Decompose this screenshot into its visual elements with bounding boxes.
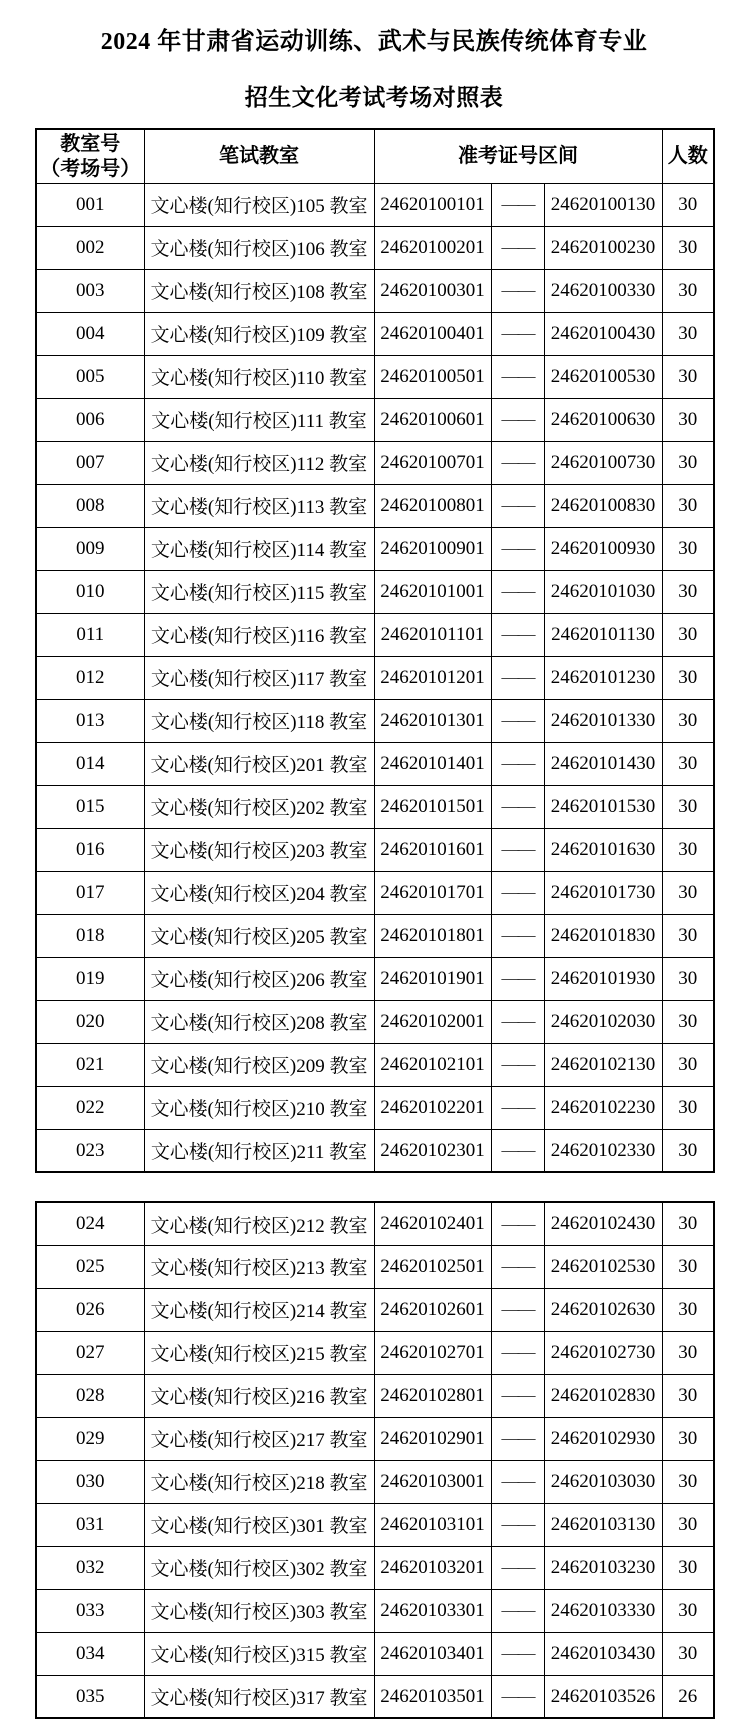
count-cell: 30 — [662, 957, 714, 1000]
room-number-cell: 035 — [36, 1675, 144, 1718]
classroom-cell: 文心楼(知行校区)116 教室 — [144, 613, 374, 656]
range-dash-cell: —— — [491, 914, 544, 957]
range-dash-cell: —— — [491, 355, 544, 398]
room-number-cell: 011 — [36, 613, 144, 656]
count-cell: 30 — [662, 183, 714, 226]
count-cell: 30 — [662, 398, 714, 441]
table-row — [36, 785, 714, 828]
page-title-line1: 2024 年甘肃省运动训练、武术与民族传统体育专业 — [100, 29, 648, 55]
count-cell: 30 — [662, 484, 714, 527]
exam-room-table-section-1 — [35, 128, 715, 1173]
ticket-start-cell: 24620100701 — [374, 441, 491, 484]
count-cell: 30 — [662, 785, 714, 828]
ticket-end-cell: 24620101130 — [544, 613, 662, 656]
count-cell: 30 — [662, 1129, 714, 1172]
room-number-cell: 025 — [36, 1245, 144, 1288]
table-row — [36, 914, 714, 957]
count-cell: 26 — [662, 1675, 714, 1718]
table-header-row — [36, 129, 714, 183]
room-number-cell: 015 — [36, 785, 144, 828]
col-header-classroom: 笔试教室 — [144, 129, 374, 183]
room-number-cell: 014 — [36, 742, 144, 785]
room-number-cell: 023 — [36, 1129, 144, 1172]
ticket-end-cell: 24620100830 — [544, 484, 662, 527]
ticket-start-cell: 24620102401 — [374, 1202, 491, 1245]
room-number-cell: 028 — [36, 1374, 144, 1417]
ticket-end-cell: 24620102030 — [544, 1000, 662, 1043]
table-row — [36, 1589, 714, 1632]
classroom-cell: 文心楼(知行校区)115 教室 — [144, 570, 374, 613]
ticket-end-cell: 24620103230 — [544, 1546, 662, 1589]
room-number-cell: 006 — [36, 398, 144, 441]
count-cell: 30 — [662, 1589, 714, 1632]
classroom-cell: 文心楼(知行校区)301 教室 — [144, 1503, 374, 1546]
range-dash-cell: —— — [491, 1460, 544, 1503]
room-number-cell: 003 — [36, 269, 144, 312]
ticket-start-cell: 24620101301 — [374, 699, 491, 742]
col-header-count: 人数 — [662, 129, 714, 183]
room-number-cell: 032 — [36, 1546, 144, 1589]
range-dash-cell: —— — [491, 1503, 544, 1546]
ticket-end-cell: 24620100430 — [544, 312, 662, 355]
table-row — [36, 312, 714, 355]
ticket-start-cell: 24620102601 — [374, 1288, 491, 1331]
classroom-cell: 文心楼(知行校区)215 教室 — [144, 1331, 374, 1374]
ticket-start-cell: 24620101801 — [374, 914, 491, 957]
classroom-cell: 文心楼(知行校区)105 教室 — [144, 183, 374, 226]
count-cell: 30 — [662, 226, 714, 269]
room-number-cell: 008 — [36, 484, 144, 527]
document-header — [35, 0, 713, 111]
room-number-cell: 004 — [36, 312, 144, 355]
ticket-start-cell: 24620100301 — [374, 269, 491, 312]
classroom-cell: 文心楼(知行校区)213 教室 — [144, 1245, 374, 1288]
range-dash-cell: —— — [491, 484, 544, 527]
classroom-cell: 文心楼(知行校区)112 教室 — [144, 441, 374, 484]
table-row — [36, 957, 714, 1000]
table-row — [36, 484, 714, 527]
ticket-start-cell: 24620101901 — [374, 957, 491, 1000]
ticket-end-cell: 24620101530 — [544, 785, 662, 828]
classroom-cell: 文心楼(知行校区)118 教室 — [144, 699, 374, 742]
classroom-cell: 文心楼(知行校区)315 教室 — [144, 1632, 374, 1675]
table-row — [36, 269, 714, 312]
classroom-cell: 文心楼(知行校区)111 教室 — [144, 398, 374, 441]
table-row — [36, 1245, 714, 1288]
ticket-start-cell: 24620102201 — [374, 1086, 491, 1129]
ticket-end-cell: 24620100930 — [544, 527, 662, 570]
ticket-end-cell: 24620102630 — [544, 1288, 662, 1331]
range-dash-cell: —— — [491, 1632, 544, 1675]
ticket-end-cell: 24620101730 — [544, 871, 662, 914]
classroom-cell: 文心楼(知行校区)209 教室 — [144, 1043, 374, 1086]
classroom-cell: 文心楼(知行校区)205 教室 — [144, 914, 374, 957]
room-number-cell: 007 — [36, 441, 144, 484]
table-row — [36, 1043, 714, 1086]
ticket-end-cell: 24620100630 — [544, 398, 662, 441]
range-dash-cell: —— — [491, 1288, 544, 1331]
ticket-end-cell: 24620100530 — [544, 355, 662, 398]
count-cell: 30 — [662, 699, 714, 742]
count-cell: 30 — [662, 312, 714, 355]
room-number-cell: 030 — [36, 1460, 144, 1503]
room-number-cell: 019 — [36, 957, 144, 1000]
table-row — [36, 1546, 714, 1589]
count-cell: 30 — [662, 1374, 714, 1417]
ticket-start-cell: 24620102901 — [374, 1417, 491, 1460]
classroom-cell: 文心楼(知行校区)212 教室 — [144, 1202, 374, 1245]
table-row — [36, 570, 714, 613]
room-number-cell: 034 — [36, 1632, 144, 1675]
classroom-cell: 文心楼(知行校区)302 教室 — [144, 1546, 374, 1589]
ticket-start-cell: 24620103501 — [374, 1675, 491, 1718]
room-number-cell: 021 — [36, 1043, 144, 1086]
room-number-cell: 018 — [36, 914, 144, 957]
ticket-start-cell: 24620103101 — [374, 1503, 491, 1546]
count-cell: 30 — [662, 1460, 714, 1503]
table-row — [36, 1288, 714, 1331]
ticket-start-cell: 24620101501 — [374, 785, 491, 828]
table-row — [36, 1086, 714, 1129]
range-dash-cell: —— — [491, 957, 544, 1000]
classroom-cell: 文心楼(知行校区)108 教室 — [144, 269, 374, 312]
ticket-end-cell: 24620101330 — [544, 699, 662, 742]
ticket-end-cell: 24620103430 — [544, 1632, 662, 1675]
table-row — [36, 1374, 714, 1417]
ticket-start-cell: 24620103301 — [374, 1589, 491, 1632]
range-dash-cell: —— — [491, 312, 544, 355]
count-cell: 30 — [662, 441, 714, 484]
ticket-end-cell: 24620103030 — [544, 1460, 662, 1503]
ticket-start-cell: 24620101101 — [374, 613, 491, 656]
count-cell: 30 — [662, 1632, 714, 1675]
ticket-end-cell: 24620100130 — [544, 183, 662, 226]
page-title-line2: 招生文化考试考场对照表 — [244, 84, 504, 110]
range-dash-cell: —— — [491, 1086, 544, 1129]
room-number-cell: 033 — [36, 1589, 144, 1632]
count-cell: 30 — [662, 1000, 714, 1043]
count-cell: 30 — [662, 1546, 714, 1589]
range-dash-cell: —— — [491, 1546, 544, 1589]
ticket-start-cell: 24620103001 — [374, 1460, 491, 1503]
range-dash-cell: —— — [491, 183, 544, 226]
ticket-end-cell: 24620101230 — [544, 656, 662, 699]
classroom-cell: 文心楼(知行校区)218 教室 — [144, 1460, 374, 1503]
ticket-start-cell: 24620103401 — [374, 1632, 491, 1675]
count-cell: 30 — [662, 1288, 714, 1331]
count-cell: 30 — [662, 1503, 714, 1546]
ticket-start-cell: 24620100101 — [374, 183, 491, 226]
table-row — [36, 871, 714, 914]
count-cell: 30 — [662, 742, 714, 785]
range-dash-cell: —— — [491, 1000, 544, 1043]
range-dash-cell: —— — [491, 828, 544, 871]
ticket-end-cell: 24620101630 — [544, 828, 662, 871]
range-dash-cell: —— — [491, 226, 544, 269]
count-cell: 30 — [662, 1417, 714, 1460]
ticket-end-cell: 24620103330 — [544, 1589, 662, 1632]
range-dash-cell: —— — [491, 269, 544, 312]
ticket-end-cell: 24620101030 — [544, 570, 662, 613]
range-dash-cell: —— — [491, 1129, 544, 1172]
table-row — [36, 828, 714, 871]
classroom-cell: 文心楼(知行校区)109 教室 — [144, 312, 374, 355]
col-header-ticket-range: 准考证号区间 — [374, 129, 662, 183]
ticket-start-cell: 24620101601 — [374, 828, 491, 871]
ticket-end-cell: 24620100330 — [544, 269, 662, 312]
count-cell: 30 — [662, 355, 714, 398]
table-row — [36, 1129, 714, 1172]
ticket-start-cell: 24620103201 — [374, 1546, 491, 1589]
ticket-start-cell: 24620102801 — [374, 1374, 491, 1417]
classroom-cell: 文心楼(知行校区)203 教室 — [144, 828, 374, 871]
classroom-cell: 文心楼(知行校区)211 教室 — [144, 1129, 374, 1172]
table-row — [36, 441, 714, 484]
count-cell: 30 — [662, 269, 714, 312]
ticket-start-cell: 24620100201 — [374, 226, 491, 269]
range-dash-cell: —— — [491, 699, 544, 742]
ticket-start-cell: 24620100501 — [374, 355, 491, 398]
ticket-end-cell: 24620101830 — [544, 914, 662, 957]
count-cell: 30 — [662, 613, 714, 656]
classroom-cell: 文心楼(知行校区)117 教室 — [144, 656, 374, 699]
room-number-cell: 026 — [36, 1288, 144, 1331]
room-number-cell: 010 — [36, 570, 144, 613]
ticket-end-cell: 24620102130 — [544, 1043, 662, 1086]
range-dash-cell: —— — [491, 613, 544, 656]
table-row — [36, 1417, 714, 1460]
ticket-start-cell: 24620102301 — [374, 1129, 491, 1172]
ticket-start-cell: 24620100801 — [374, 484, 491, 527]
range-dash-cell: —— — [491, 1202, 544, 1245]
col-header-room-number-line2: （考场号） — [40, 157, 141, 180]
col-header-room-number — [36, 129, 144, 183]
table-row — [36, 1675, 714, 1718]
ticket-start-cell: 24620100401 — [374, 312, 491, 355]
room-number-cell: 027 — [36, 1331, 144, 1374]
room-number-cell: 029 — [36, 1417, 144, 1460]
range-dash-cell: —— — [491, 1675, 544, 1718]
table-row — [36, 527, 714, 570]
count-cell: 30 — [662, 871, 714, 914]
ticket-start-cell: 24620100901 — [374, 527, 491, 570]
ticket-end-cell: 24620100230 — [544, 226, 662, 269]
table-row — [36, 1503, 714, 1546]
ticket-start-cell: 24620102101 — [374, 1043, 491, 1086]
room-number-cell: 005 — [36, 355, 144, 398]
room-number-cell: 009 — [36, 527, 144, 570]
table-row — [36, 1331, 714, 1374]
range-dash-cell: —— — [491, 742, 544, 785]
range-dash-cell: —— — [491, 785, 544, 828]
ticket-start-cell: 24620101401 — [374, 742, 491, 785]
range-dash-cell: —— — [491, 1331, 544, 1374]
ticket-start-cell: 24620100601 — [374, 398, 491, 441]
table-row — [36, 398, 714, 441]
table-row — [36, 1460, 714, 1503]
table-row — [36, 1632, 714, 1675]
room-number-cell: 002 — [36, 226, 144, 269]
room-number-cell: 012 — [36, 656, 144, 699]
count-cell: 30 — [662, 1086, 714, 1129]
classroom-cell: 文心楼(知行校区)201 教室 — [144, 742, 374, 785]
classroom-cell: 文心楼(知行校区)110 教室 — [144, 355, 374, 398]
range-dash-cell: —— — [491, 441, 544, 484]
room-number-cell: 013 — [36, 699, 144, 742]
room-number-cell: 024 — [36, 1202, 144, 1245]
range-dash-cell: —— — [491, 1245, 544, 1288]
ticket-end-cell: 24620102330 — [544, 1129, 662, 1172]
count-cell: 30 — [662, 527, 714, 570]
table-row — [36, 742, 714, 785]
room-number-cell: 022 — [36, 1086, 144, 1129]
classroom-cell: 文心楼(知行校区)113 教室 — [144, 484, 374, 527]
room-number-cell: 020 — [36, 1000, 144, 1043]
ticket-end-cell: 24620100730 — [544, 441, 662, 484]
ticket-end-cell: 24620102930 — [544, 1417, 662, 1460]
range-dash-cell: —— — [491, 656, 544, 699]
table-row — [36, 183, 714, 226]
ticket-start-cell: 24620101701 — [374, 871, 491, 914]
room-number-cell: 031 — [36, 1503, 144, 1546]
exam-room-table-section-2 — [35, 1201, 715, 1719]
ticket-end-cell: 24620102230 — [544, 1086, 662, 1129]
table-row — [36, 355, 714, 398]
count-cell: 30 — [662, 656, 714, 699]
classroom-cell: 文心楼(知行校区)106 教室 — [144, 226, 374, 269]
ticket-end-cell: 24620102430 — [544, 1202, 662, 1245]
count-cell: 30 — [662, 828, 714, 871]
table-row — [36, 656, 714, 699]
classroom-cell: 文心楼(知行校区)303 教室 — [144, 1589, 374, 1632]
count-cell: 30 — [662, 1245, 714, 1288]
room-number-cell: 017 — [36, 871, 144, 914]
count-cell: 30 — [662, 1202, 714, 1245]
range-dash-cell: —— — [491, 398, 544, 441]
classroom-cell: 文心楼(知行校区)217 教室 — [144, 1417, 374, 1460]
ticket-end-cell: 24620102530 — [544, 1245, 662, 1288]
classroom-cell: 文心楼(知行校区)317 教室 — [144, 1675, 374, 1718]
col-header-room-number-line1: 教室号 — [60, 132, 121, 155]
room-number-cell: 001 — [36, 183, 144, 226]
ticket-end-cell: 24620103526 — [544, 1675, 662, 1718]
range-dash-cell: —— — [491, 527, 544, 570]
range-dash-cell: —— — [491, 1417, 544, 1460]
classroom-cell: 文心楼(知行校区)210 教室 — [144, 1086, 374, 1129]
count-cell: 30 — [662, 1043, 714, 1086]
range-dash-cell: —— — [491, 1374, 544, 1417]
ticket-end-cell: 24620101430 — [544, 742, 662, 785]
table-row — [36, 613, 714, 656]
ticket-end-cell: 24620102730 — [544, 1331, 662, 1374]
ticket-end-cell: 24620102830 — [544, 1374, 662, 1417]
ticket-start-cell: 24620102001 — [374, 1000, 491, 1043]
range-dash-cell: —— — [491, 871, 544, 914]
table-row — [36, 1202, 714, 1245]
classroom-cell: 文心楼(知行校区)204 教室 — [144, 871, 374, 914]
ticket-start-cell: 24620101001 — [374, 570, 491, 613]
ticket-start-cell: 24620101201 — [374, 656, 491, 699]
range-dash-cell: —— — [491, 570, 544, 613]
ticket-start-cell: 24620102701 — [374, 1331, 491, 1374]
range-dash-cell: —— — [491, 1043, 544, 1086]
count-cell: 30 — [662, 1331, 714, 1374]
ticket-start-cell: 24620102501 — [374, 1245, 491, 1288]
table-row — [36, 699, 714, 742]
ticket-end-cell: 24620101930 — [544, 957, 662, 1000]
room-number-cell: 016 — [36, 828, 144, 871]
classroom-cell: 文心楼(知行校区)214 教室 — [144, 1288, 374, 1331]
table-row — [36, 226, 714, 269]
count-cell: 30 — [662, 570, 714, 613]
classroom-cell: 文心楼(知行校区)114 教室 — [144, 527, 374, 570]
count-cell: 30 — [662, 914, 714, 957]
classroom-cell: 文心楼(知行校区)202 教室 — [144, 785, 374, 828]
classroom-cell: 文心楼(知行校区)206 教室 — [144, 957, 374, 1000]
table-row — [36, 1000, 714, 1043]
ticket-end-cell: 24620103130 — [544, 1503, 662, 1546]
range-dash-cell: —— — [491, 1589, 544, 1632]
classroom-cell: 文心楼(知行校区)216 教室 — [144, 1374, 374, 1417]
classroom-cell: 文心楼(知行校区)208 教室 — [144, 1000, 374, 1043]
